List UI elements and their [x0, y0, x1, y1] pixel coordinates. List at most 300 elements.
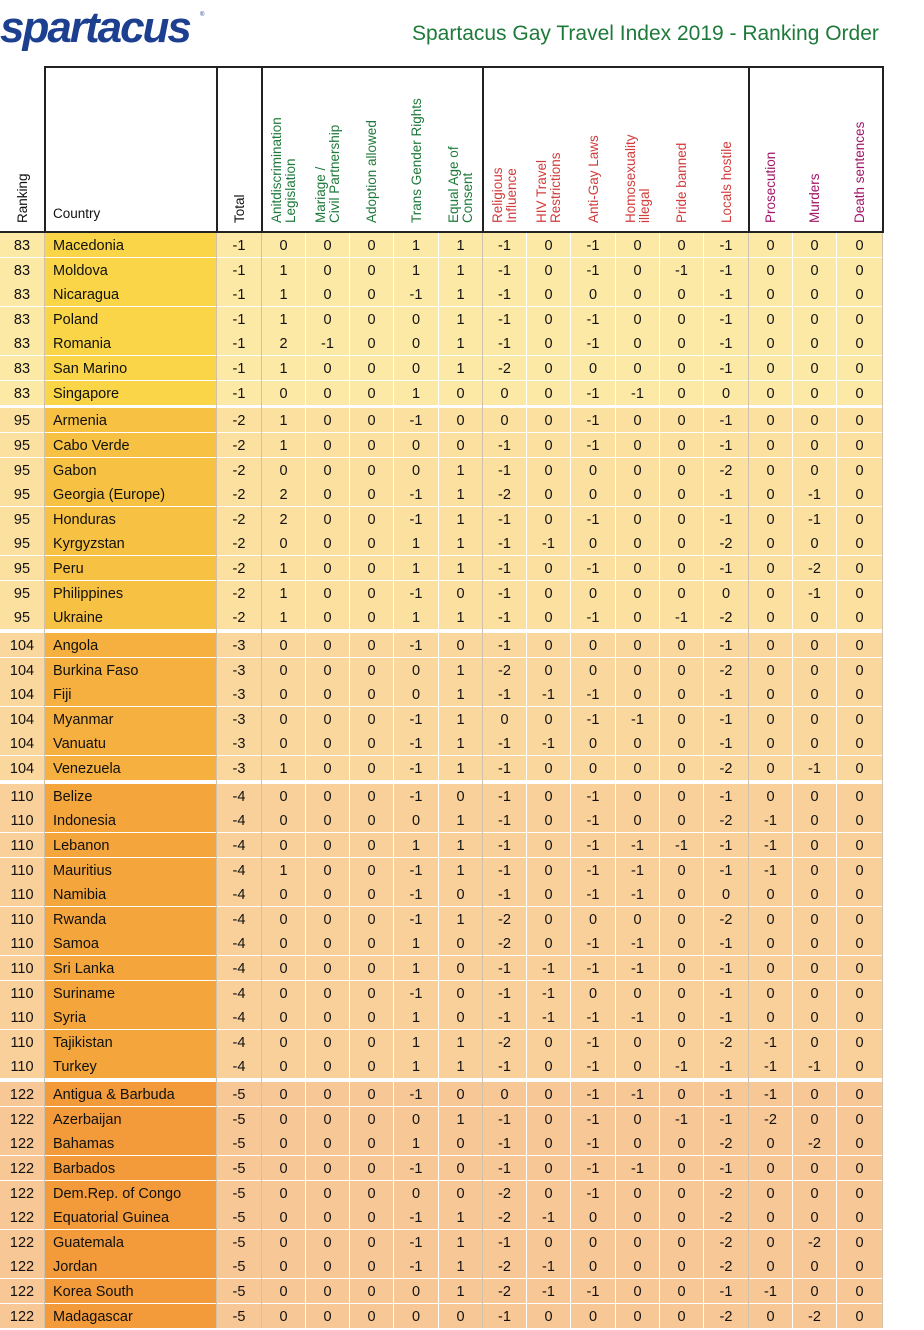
rank-cell: 110: [0, 808, 45, 832]
score-cell-adoption: 0: [350, 433, 394, 457]
score-cell-marriage: 0: [306, 784, 350, 808]
score-cell-illegal: 0: [616, 808, 660, 832]
score-cell-adoption: 0: [350, 408, 394, 432]
score-cell-antidiscrimination: 1: [262, 756, 306, 780]
score-cell-age: 1: [439, 707, 483, 731]
score-cell-hostile: -1: [704, 784, 749, 808]
header-divider: [482, 66, 484, 233]
score-cell-total: -5: [217, 1230, 262, 1254]
score-cell-marriage: 0: [306, 282, 350, 306]
score-cell-marriage: 0: [306, 756, 350, 780]
table-row: [0, 1107, 924, 1132]
score-cell-adoption: 0: [350, 1181, 394, 1205]
score-cell-trans: 1: [394, 1131, 439, 1155]
score-cell-hostile: -2: [704, 531, 749, 555]
score-cell-pride: 0: [660, 433, 704, 457]
score-cell-age: 1: [439, 1054, 483, 1078]
score-cell-pride: 0: [660, 233, 704, 257]
country-cell: Romania: [45, 331, 217, 355]
score-cell-prosecution: 0: [749, 1181, 793, 1205]
country-cell: Vanuatu: [45, 731, 217, 755]
score-cell-antidiscrimination: 0: [262, 1156, 306, 1180]
rank-cell: 83: [0, 233, 45, 257]
header-adoption: [365, 120, 379, 223]
score-cell-antigay: 0: [571, 581, 616, 605]
score-cell-trans: -1: [394, 1254, 439, 1278]
score-cell-religious: -1: [483, 1131, 527, 1155]
score-cell-antigay: -1: [571, 556, 616, 580]
score-cell-religious: -1: [483, 581, 527, 605]
score-cell-murders: 0: [793, 1279, 837, 1303]
score-cell-murders: 0: [793, 633, 837, 657]
score-cell-hiv: 0: [527, 882, 571, 906]
score-cell-marriage: -1: [306, 331, 350, 355]
score-cell-antigay: -1: [571, 1054, 616, 1078]
rank-cell: 104: [0, 731, 45, 755]
score-cell-antigay: -1: [571, 784, 616, 808]
header-murders: [808, 173, 822, 223]
score-cell-total: -1: [217, 258, 262, 282]
score-cell-pride: 0: [660, 482, 704, 506]
score-cell-antigay: -1: [571, 1181, 616, 1205]
score-cell-religious: 0: [483, 408, 527, 432]
score-cell-total: -4: [217, 1030, 262, 1054]
score-cell-antigay: -1: [571, 1131, 616, 1155]
score-cell-religious: 0: [483, 707, 527, 731]
score-cell-hiv: 0: [527, 356, 571, 380]
score-cell-age: 0: [439, 1005, 483, 1029]
rank-cell: 110: [0, 784, 45, 808]
score-cell-prosecution: 0: [749, 307, 793, 331]
score-cell-marriage: 0: [306, 1181, 350, 1205]
rank-cell: 122: [0, 1181, 45, 1205]
score-cell-trans: 0: [394, 1181, 439, 1205]
table-row: [0, 1156, 924, 1181]
score-cell-religious: -1: [483, 258, 527, 282]
score-cell-hostile: -1: [704, 981, 749, 1005]
score-cell-total: -5: [217, 1131, 262, 1155]
score-cell-pride: 0: [660, 1005, 704, 1029]
header-marriage: [314, 125, 342, 223]
svg-text:®: ®: [200, 12, 205, 18]
score-cell-marriage: 0: [306, 956, 350, 980]
score-cell-trans: 0: [394, 808, 439, 832]
score-cell-adoption: 0: [350, 784, 394, 808]
score-cell-death: 0: [837, 1082, 883, 1106]
score-cell-age: 1: [439, 682, 483, 706]
rank-cell: 122: [0, 1304, 45, 1328]
header-divider: [882, 66, 884, 233]
score-cell-age: 1: [439, 1254, 483, 1278]
score-cell-hiv: 0: [527, 605, 571, 629]
score-cell-adoption: 0: [350, 233, 394, 257]
country-cell: Namibia: [45, 882, 217, 906]
score-cell-trans: -1: [394, 507, 439, 531]
score-cell-antidiscrimination: 0: [262, 1005, 306, 1029]
score-cell-antigay: -1: [571, 1279, 616, 1303]
rank-cell: 110: [0, 981, 45, 1005]
score-cell-total: -4: [217, 784, 262, 808]
score-cell-pride: 0: [660, 1230, 704, 1254]
score-cell-pride: 0: [660, 707, 704, 731]
score-cell-hostile: -1: [704, 307, 749, 331]
score-cell-total: -3: [217, 658, 262, 682]
score-cell-death: 0: [837, 381, 883, 405]
score-cell-murders: 0: [793, 808, 837, 832]
score-cell-total: -4: [217, 907, 262, 931]
score-cell-adoption: 0: [350, 556, 394, 580]
score-cell-marriage: 0: [306, 1005, 350, 1029]
score-cell-antidiscrimination: 0: [262, 907, 306, 931]
score-cell-hiv: 0: [527, 1082, 571, 1106]
header-line: Murders: [807, 173, 822, 223]
score-cell-antidiscrimination: 0: [262, 784, 306, 808]
score-cell-age: 1: [439, 531, 483, 555]
score-cell-murders: 0: [793, 331, 837, 355]
score-cell-hiv: -1: [527, 1279, 571, 1303]
score-cell-total: -1: [217, 282, 262, 306]
score-cell-marriage: 0: [306, 433, 350, 457]
score-cell-adoption: 0: [350, 605, 394, 629]
score-cell-prosecution: -1: [749, 858, 793, 882]
header-line: Anti-Gay Laws: [585, 135, 601, 223]
score-cell-trans: 0: [394, 682, 439, 706]
score-cell-age: 1: [439, 1107, 483, 1131]
header-line: Death sentences: [852, 121, 867, 223]
rank-cell: 104: [0, 633, 45, 657]
table-row: [0, 1131, 924, 1156]
score-cell-marriage: 0: [306, 1230, 350, 1254]
table-row: [0, 1005, 924, 1030]
score-cell-illegal: 0: [616, 233, 660, 257]
score-cell-antidiscrimination: 0: [262, 1030, 306, 1054]
table-row: [0, 605, 924, 630]
score-cell-total: -1: [217, 233, 262, 257]
score-cell-age: 1: [439, 756, 483, 780]
score-cell-trans: -1: [394, 756, 439, 780]
score-cell-antigay: 0: [571, 981, 616, 1005]
score-cell-hostile: -1: [704, 707, 749, 731]
score-cell-death: 0: [837, 682, 883, 706]
score-cell-marriage: 0: [306, 833, 350, 857]
score-cell-death: 0: [837, 931, 883, 955]
score-cell-antigay: 0: [571, 658, 616, 682]
score-cell-antidiscrimination: 2: [262, 507, 306, 531]
score-cell-death: 0: [837, 1254, 883, 1278]
score-cell-marriage: 0: [306, 531, 350, 555]
score-cell-trans: 0: [394, 1107, 439, 1131]
score-cell-adoption: 0: [350, 633, 394, 657]
score-cell-hiv: 0: [527, 381, 571, 405]
score-cell-prosecution: 0: [749, 408, 793, 432]
score-cell-marriage: 0: [306, 381, 350, 405]
header-line: Ranking: [14, 173, 30, 223]
country-cell: Armenia: [45, 408, 217, 432]
score-cell-illegal: 0: [616, 1054, 660, 1078]
score-cell-religious: -1: [483, 956, 527, 980]
score-cell-marriage: 0: [306, 1030, 350, 1054]
score-cell-prosecution: 0: [749, 381, 793, 405]
country-cell: Guatemala: [45, 1230, 217, 1254]
header-line: Legislation: [283, 158, 298, 223]
score-cell-illegal: 0: [616, 1304, 660, 1328]
score-cell-pride: 0: [660, 682, 704, 706]
country-cell: Cabo Verde: [45, 433, 217, 457]
score-cell-pride: 0: [660, 907, 704, 931]
score-cell-religious: -1: [483, 682, 527, 706]
score-cell-age: 1: [439, 356, 483, 380]
header-line: Religious: [490, 167, 505, 223]
score-cell-pride: 0: [660, 1181, 704, 1205]
score-cell-illegal: 0: [616, 482, 660, 506]
score-cell-religious: -2: [483, 907, 527, 931]
score-cell-adoption: 0: [350, 1131, 394, 1155]
score-cell-hostile: -2: [704, 907, 749, 931]
score-cell-total: -2: [217, 531, 262, 555]
score-cell-prosecution: 0: [749, 1156, 793, 1180]
header-line: Anitdiscrimination: [269, 117, 284, 223]
score-cell-antidiscrimination: 1: [262, 433, 306, 457]
score-cell-hiv: -1: [527, 682, 571, 706]
score-cell-total: -4: [217, 956, 262, 980]
column-divider: [44, 233, 45, 1328]
score-cell-antidiscrimination: 0: [262, 931, 306, 955]
score-cell-death: 0: [837, 458, 883, 482]
score-cell-murders: 0: [793, 981, 837, 1005]
score-cell-pride: -1: [660, 833, 704, 857]
score-cell-religious: -2: [483, 931, 527, 955]
score-cell-prosecution: 0: [749, 1205, 793, 1229]
score-cell-trans: 1: [394, 233, 439, 257]
score-cell-pride: 0: [660, 458, 704, 482]
score-cell-death: 0: [837, 707, 883, 731]
score-cell-religious: -1: [483, 1054, 527, 1078]
score-cell-age: 1: [439, 458, 483, 482]
table-row: [0, 1304, 924, 1329]
country-cell: San Marino: [45, 356, 217, 380]
header-line: Adoption allowed: [364, 120, 379, 223]
score-cell-antidiscrimination: 0: [262, 1230, 306, 1254]
score-cell-total: -1: [217, 356, 262, 380]
rank-cell: 122: [0, 1254, 45, 1278]
score-cell-trans: 1: [394, 956, 439, 980]
score-cell-marriage: 0: [306, 707, 350, 731]
score-cell-total: -4: [217, 808, 262, 832]
score-cell-marriage: 0: [306, 605, 350, 629]
header-line: Pride banned: [674, 142, 689, 223]
score-cell-murders: -2: [793, 1131, 837, 1155]
score-cell-hostile: -1: [704, 931, 749, 955]
score-cell-hiv: 0: [527, 808, 571, 832]
score-cell-antigay: -1: [571, 381, 616, 405]
country-cell: Tajikistan: [45, 1030, 217, 1054]
score-cell-antigay: 0: [571, 282, 616, 306]
table-row: [0, 1279, 924, 1304]
score-cell-total: -4: [217, 931, 262, 955]
score-cell-death: 0: [837, 1279, 883, 1303]
score-cell-prosecution: 0: [749, 784, 793, 808]
score-cell-marriage: 0: [306, 882, 350, 906]
score-cell-death: 0: [837, 1054, 883, 1078]
score-cell-murders: 0: [793, 1107, 837, 1131]
score-cell-age: 1: [439, 1030, 483, 1054]
score-cell-prosecution: 0: [749, 258, 793, 282]
score-cell-adoption: 0: [350, 1230, 394, 1254]
score-cell-hiv: 0: [527, 507, 571, 531]
table-row: [0, 381, 924, 406]
table-row: [0, 1030, 924, 1055]
score-cell-hostile: -1: [704, 633, 749, 657]
score-cell-prosecution: 0: [749, 1254, 793, 1278]
country-cell: Gabon: [45, 458, 217, 482]
score-cell-total: -4: [217, 1054, 262, 1078]
score-cell-pride: 0: [660, 731, 704, 755]
score-cell-marriage: 0: [306, 931, 350, 955]
score-cell-religious: -1: [483, 981, 527, 1005]
score-cell-total: -3: [217, 707, 262, 731]
country-cell: Mauritius: [45, 858, 217, 882]
score-cell-age: 0: [439, 381, 483, 405]
score-cell-illegal: 0: [616, 356, 660, 380]
country-cell: Suriname: [45, 981, 217, 1005]
score-cell-pride: -1: [660, 258, 704, 282]
score-cell-religious: -1: [483, 433, 527, 457]
score-cell-age: 1: [439, 1205, 483, 1229]
rank-cell: 95: [0, 433, 45, 457]
score-cell-prosecution: 0: [749, 605, 793, 629]
score-cell-prosecution: 0: [749, 931, 793, 955]
rank-cell: 122: [0, 1279, 45, 1303]
header-trans: [410, 98, 424, 223]
score-cell-adoption: 0: [350, 356, 394, 380]
score-cell-total: -4: [217, 858, 262, 882]
score-cell-antidiscrimination: 0: [262, 731, 306, 755]
country-cell: Venezuela: [45, 756, 217, 780]
table-header: [0, 66, 924, 233]
score-cell-pride: 0: [660, 1156, 704, 1180]
score-cell-hostile: 0: [704, 882, 749, 906]
score-cell-age: 1: [439, 258, 483, 282]
score-cell-total: -5: [217, 1279, 262, 1303]
header-line: HIV Travel: [534, 159, 549, 223]
score-cell-antidiscrimination: 1: [262, 307, 306, 331]
score-cell-trans: -1: [394, 482, 439, 506]
score-cell-murders: 0: [793, 1156, 837, 1180]
rank-cell: 83: [0, 381, 45, 405]
rank-cell: 122: [0, 1131, 45, 1155]
score-cell-religious: -1: [483, 858, 527, 882]
score-cell-adoption: 0: [350, 1030, 394, 1054]
score-cell-adoption: 0: [350, 1005, 394, 1029]
score-cell-illegal: 0: [616, 1205, 660, 1229]
score-cell-antigay: -1: [571, 931, 616, 955]
score-cell-hiv: 0: [527, 482, 571, 506]
score-cell-death: 0: [837, 307, 883, 331]
score-cell-hiv: 0: [527, 707, 571, 731]
table-row: [0, 981, 924, 1006]
score-cell-prosecution: 0: [749, 233, 793, 257]
header-line: Influence: [504, 168, 519, 223]
score-cell-hiv: -1: [527, 531, 571, 555]
score-cell-marriage: 0: [306, 507, 350, 531]
country-cell: Nicaragua: [45, 282, 217, 306]
score-cell-hostile: -2: [704, 1304, 749, 1328]
score-cell-hostile: -1: [704, 1005, 749, 1029]
score-cell-trans: 0: [394, 1279, 439, 1303]
score-cell-hiv: 0: [527, 1181, 571, 1205]
score-cell-murders: 0: [793, 1181, 837, 1205]
column-divider: [748, 233, 749, 1328]
score-cell-age: 0: [439, 784, 483, 808]
score-cell-pride: 0: [660, 1030, 704, 1054]
table-row: [0, 882, 924, 907]
score-cell-hiv: 0: [527, 1054, 571, 1078]
score-cell-adoption: 0: [350, 931, 394, 955]
score-cell-religious: -1: [483, 784, 527, 808]
score-cell-hostile: -1: [704, 1279, 749, 1303]
score-cell-pride: 0: [660, 858, 704, 882]
score-cell-religious: -1: [483, 1156, 527, 1180]
score-cell-death: 0: [837, 1304, 883, 1328]
score-cell-prosecution: 0: [749, 356, 793, 380]
score-cell-age: 0: [439, 408, 483, 432]
table-row: [0, 1230, 924, 1255]
score-cell-murders: 0: [793, 433, 837, 457]
score-cell-marriage: 0: [306, 981, 350, 1005]
score-cell-antigay: 0: [571, 458, 616, 482]
rank-cell: 110: [0, 833, 45, 857]
score-cell-adoption: 0: [350, 658, 394, 682]
score-cell-age: 0: [439, 581, 483, 605]
score-cell-antidiscrimination: 1: [262, 282, 306, 306]
rank-cell: 104: [0, 756, 45, 780]
rank-cell: 95: [0, 605, 45, 629]
score-cell-prosecution: 0: [749, 433, 793, 457]
score-cell-prosecution: 0: [749, 1005, 793, 1029]
score-cell-death: 0: [837, 482, 883, 506]
rank-cell: 110: [0, 1054, 45, 1078]
score-cell-age: 1: [439, 658, 483, 682]
score-cell-hiv: 0: [527, 307, 571, 331]
score-cell-pride: 0: [660, 784, 704, 808]
score-cell-antigay: -1: [571, 882, 616, 906]
table-row: [0, 858, 924, 883]
score-cell-antigay: 0: [571, 1304, 616, 1328]
score-cell-total: -5: [217, 1254, 262, 1278]
score-cell-trans: -1: [394, 882, 439, 906]
score-cell-death: 0: [837, 1156, 883, 1180]
rank-cell: 122: [0, 1082, 45, 1106]
score-cell-age: 0: [439, 1181, 483, 1205]
score-cell-antidiscrimination: 1: [262, 858, 306, 882]
score-cell-illegal: -1: [616, 858, 660, 882]
score-cell-antidiscrimination: 0: [262, 833, 306, 857]
score-cell-hostile: -1: [704, 1082, 749, 1106]
score-cell-antidiscrimination: 0: [262, 1254, 306, 1278]
country-cell: Antigua & Barbuda: [45, 1082, 217, 1106]
score-cell-hiv: 0: [527, 556, 571, 580]
score-cell-antigay: -1: [571, 833, 616, 857]
score-cell-murders: -2: [793, 1304, 837, 1328]
score-cell-murders: 0: [793, 1005, 837, 1029]
score-cell-antigay: -1: [571, 1156, 616, 1180]
score-cell-hiv: 0: [527, 282, 571, 306]
country-cell: Sri Lanka: [45, 956, 217, 980]
score-cell-hiv: 0: [527, 784, 571, 808]
table-row: [0, 556, 924, 581]
score-cell-hostile: 0: [704, 381, 749, 405]
score-cell-death: 0: [837, 756, 883, 780]
